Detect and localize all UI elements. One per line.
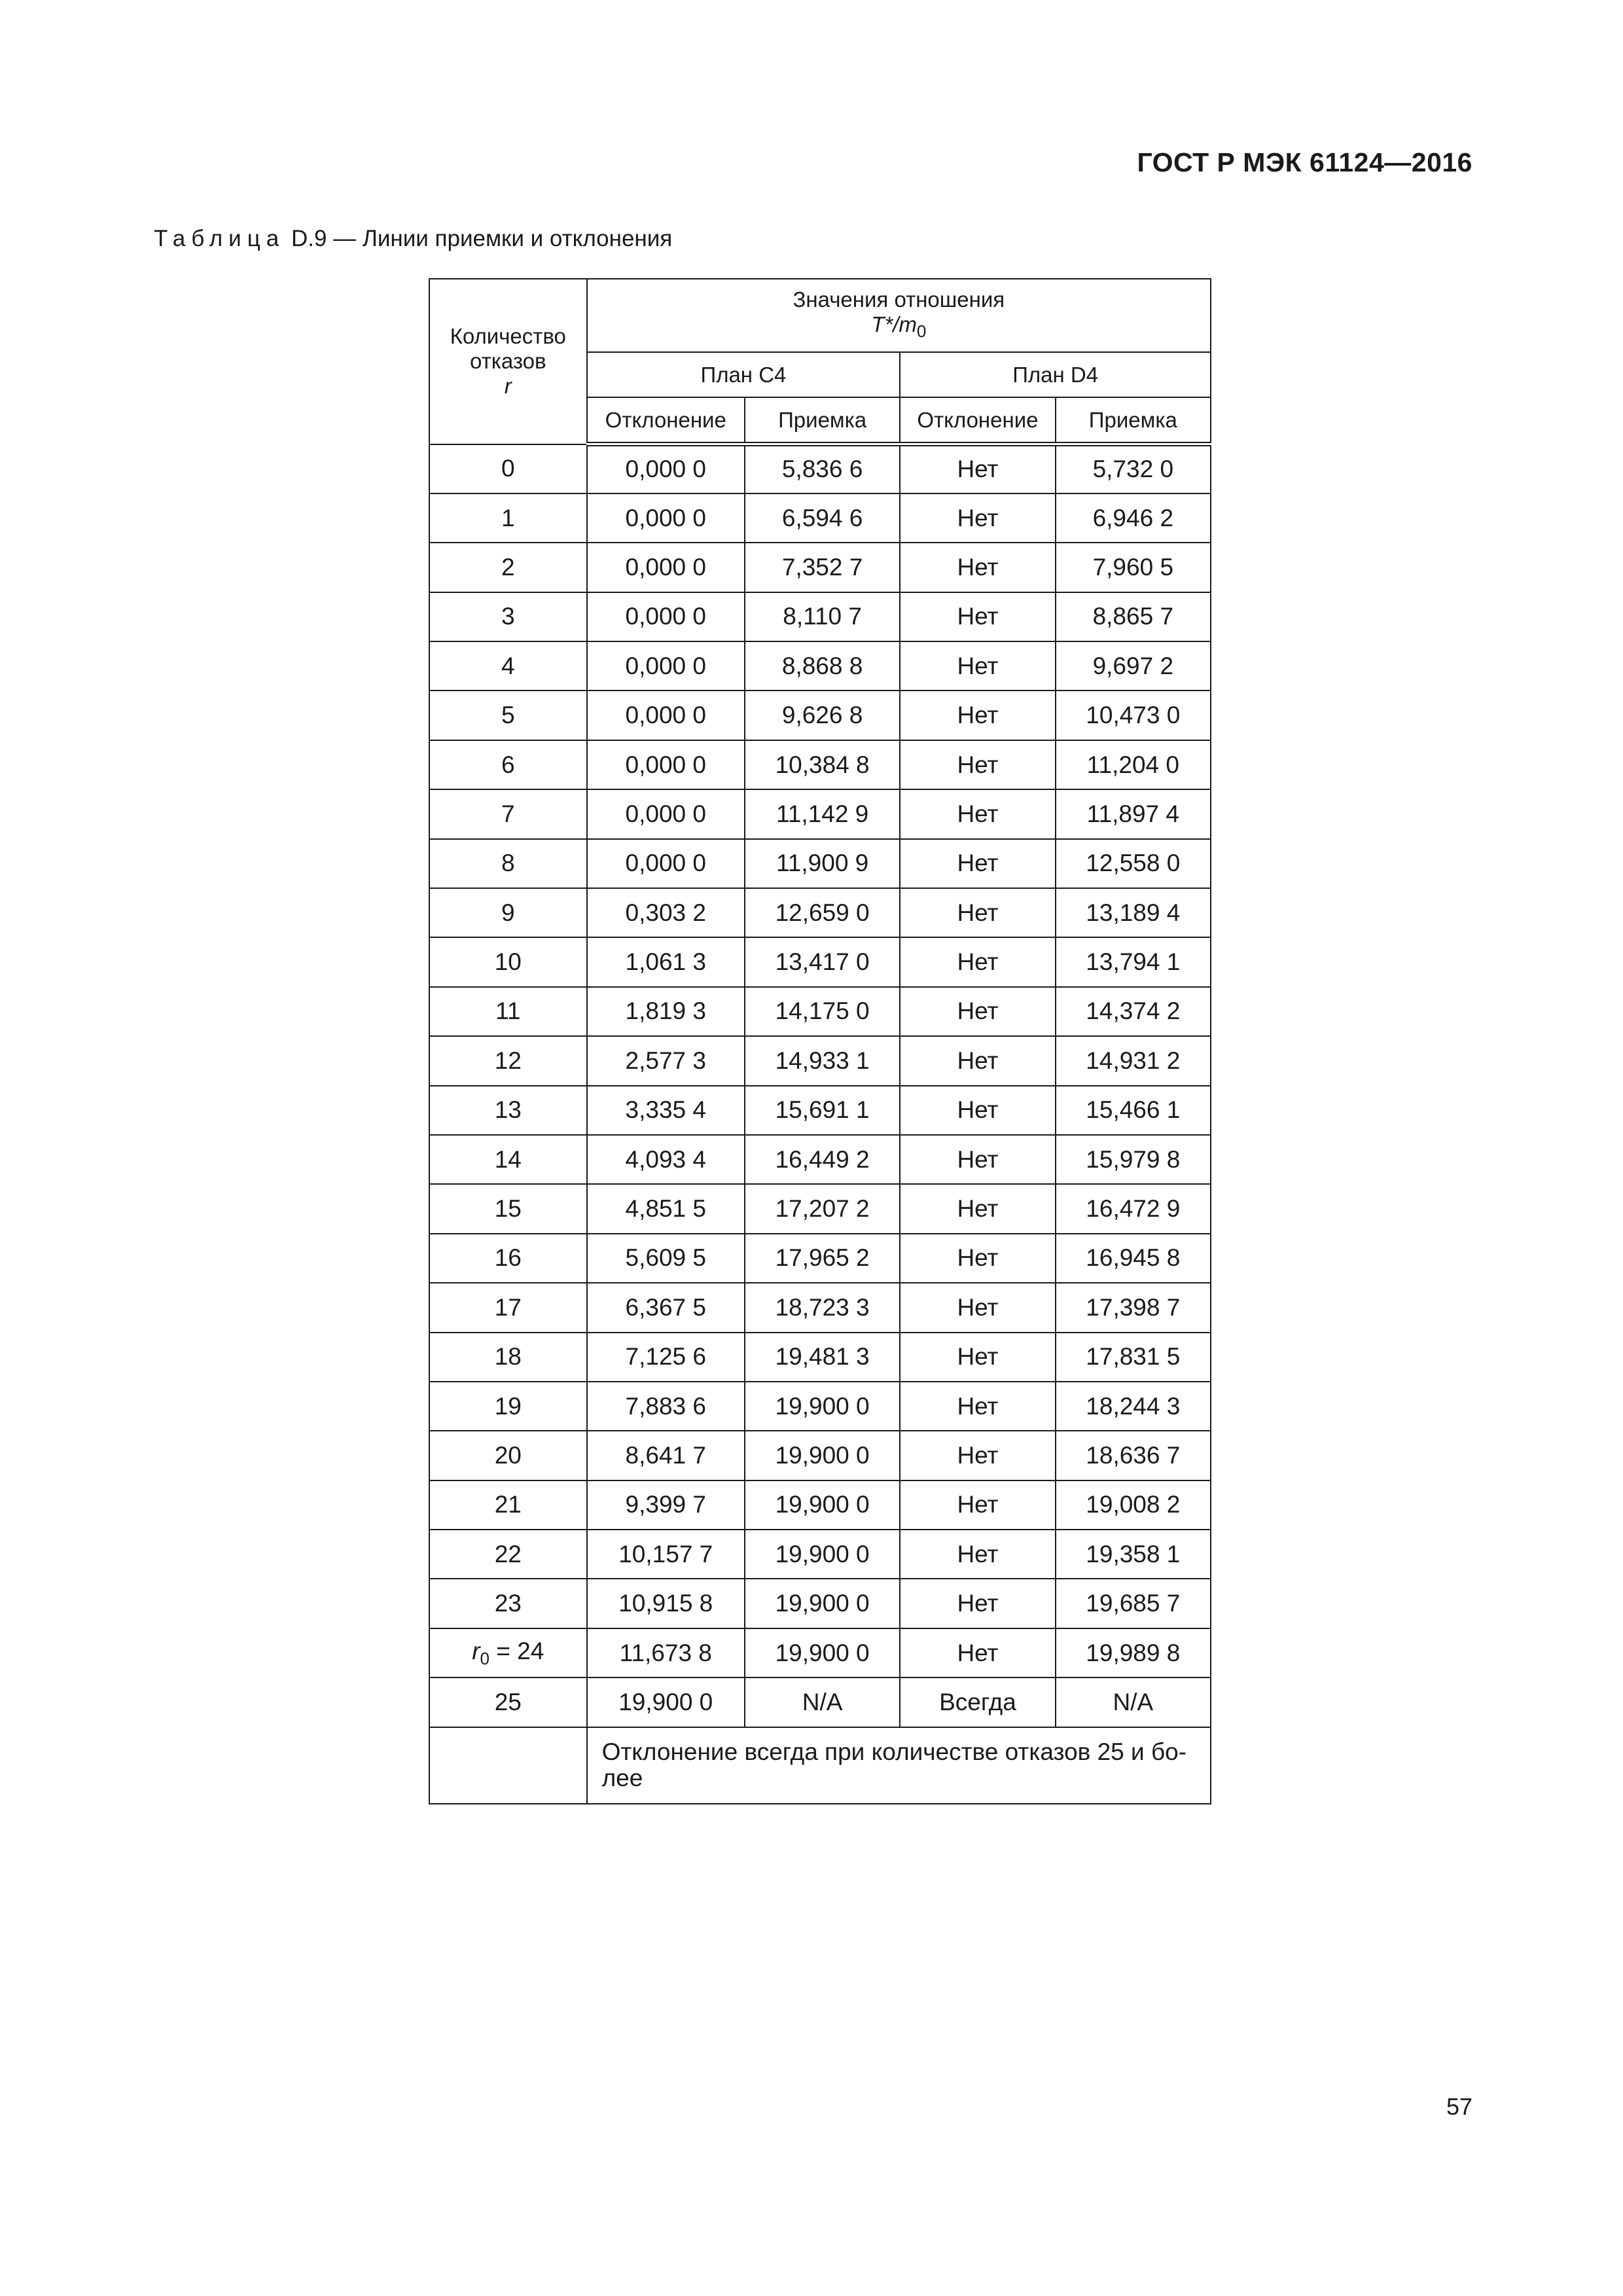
c4-acceptance-cell: 19,900 0 xyxy=(745,1628,900,1677)
d4-rejection-cell: Нет xyxy=(900,1184,1055,1233)
c4-acceptance-cell: 14,175 0 xyxy=(745,987,900,1036)
d4-rejection-cell: Нет xyxy=(900,839,1055,888)
d4-rejection-cell: Нет xyxy=(900,641,1055,691)
c4-rejection-cell: 19,900 0 xyxy=(587,1677,745,1727)
plan-c4-header: План C4 xyxy=(587,352,901,397)
d4-acceptance-cell: 14,931 2 xyxy=(1056,1036,1211,1085)
d4-acceptance-cell: 19,989 8 xyxy=(1056,1628,1211,1677)
table-row xyxy=(429,592,1211,641)
c4-rejection-cell: 10,915 8 xyxy=(587,1579,745,1628)
c4-acceptance-cell: 7,352 7 xyxy=(745,543,900,592)
failure-count-cell: 16 xyxy=(429,1234,587,1283)
c4-acceptance-cell: 19,900 0 xyxy=(745,1530,900,1579)
d4-acceptance-cell: 17,831 5 xyxy=(1056,1333,1211,1382)
c4-acceptance-cell: 15,691 1 xyxy=(745,1086,900,1135)
failure-count-cell: 12 xyxy=(429,1036,587,1085)
c4-acceptance-cell: 8,110 7 xyxy=(745,592,900,641)
d4-rejection-cell: Нет xyxy=(900,1530,1055,1579)
c4-rejection-cell: 10,157 7 xyxy=(587,1530,745,1579)
c4-acceptance-cell: 17,207 2 xyxy=(745,1184,900,1233)
c4-rejection-cell: 4,093 4 xyxy=(587,1135,745,1184)
plan-d4-header: План D4 xyxy=(900,352,1211,397)
d4-acceptance-cell: 19,358 1 xyxy=(1056,1530,1211,1579)
table-body xyxy=(429,444,1211,1804)
c4-rejection-cell: 1,061 3 xyxy=(587,937,745,986)
d4-rejection-cell: Нет xyxy=(900,987,1055,1036)
failure-count-cell xyxy=(429,1628,587,1677)
table-row xyxy=(429,740,1211,789)
d4-acceptance-cell: 17,398 7 xyxy=(1056,1283,1211,1332)
d4-acceptance-cell: 10,473 0 xyxy=(1056,691,1211,740)
d4-rejection-cell: Нет xyxy=(900,1283,1055,1332)
failure-count-header xyxy=(429,279,587,444)
table-row xyxy=(429,1579,1211,1628)
acceptance-rejection-table xyxy=(429,278,1211,1804)
failure-count-cell: 7 xyxy=(429,789,587,838)
d4-acceptance-cell: 19,685 7 xyxy=(1056,1579,1211,1628)
c4-rejection-cell: 1,819 3 xyxy=(587,987,745,1036)
d4-acceptance-cell: 11,204 0 xyxy=(1056,740,1211,789)
table-row xyxy=(429,641,1211,691)
failure-count-cell: 10 xyxy=(429,937,587,986)
failure-count-cell: 19 xyxy=(429,1382,587,1431)
table-row xyxy=(429,1480,1211,1530)
failure-count-cell: 6 xyxy=(429,740,587,789)
c4-acceptance-cell: 19,900 0 xyxy=(745,1579,900,1628)
c4-acceptance-cell: 19,900 0 xyxy=(745,1431,900,1480)
c4-acceptance-cell: 17,965 2 xyxy=(745,1234,900,1283)
failure-count-cell: 14 xyxy=(429,1135,587,1184)
d4-acceptance-cell: N/A xyxy=(1056,1677,1211,1727)
c4-rejection-cell: 0,000 0 xyxy=(587,543,745,592)
c4-rejection-cell: 5,609 5 xyxy=(587,1234,745,1283)
d4-acceptance-cell: 18,636 7 xyxy=(1056,1431,1211,1480)
c4-acceptance-cell: 11,142 9 xyxy=(745,789,900,838)
d4-rejection-cell: Нет xyxy=(900,1234,1055,1283)
table-row xyxy=(429,987,1211,1036)
d4-rejection-cell: Нет xyxy=(900,789,1055,838)
c4-acceptance-cell: 19,481 3 xyxy=(745,1333,900,1382)
c4-acceptance-cell: 14,933 1 xyxy=(745,1036,900,1085)
d4-acceptance-cell: 15,466 1 xyxy=(1056,1086,1211,1135)
table-row xyxy=(429,937,1211,986)
c4-rejection-cell: 0,000 0 xyxy=(587,789,745,838)
ratio-header xyxy=(587,279,1211,352)
c4-rejection-cell: 2,577 3 xyxy=(587,1036,745,1085)
table-row xyxy=(429,1382,1211,1431)
d4-rejection-cell: Нет xyxy=(900,493,1055,543)
table-row xyxy=(429,543,1211,592)
c4-rejection-cell: 3,335 4 xyxy=(587,1086,745,1135)
d4-acceptance-cell: 18,244 3 xyxy=(1056,1382,1211,1431)
table-row xyxy=(429,1530,1211,1579)
d4-rejection-cell: Нет xyxy=(900,1431,1055,1480)
d4-rejection-cell: Нет xyxy=(900,1086,1055,1135)
d4-rejection-cell: Нет xyxy=(900,1579,1055,1628)
d4-acceptance-cell: 8,865 7 xyxy=(1056,592,1211,641)
table-row xyxy=(429,1431,1211,1480)
failure-count-label: Количество отказов xyxy=(450,324,566,374)
c4-rejection-cell: 0,000 0 xyxy=(587,641,745,691)
failure-count-cell: 21 xyxy=(429,1480,587,1530)
d4-rejection-cell: Нет xyxy=(900,444,1055,493)
failure-count-cell: 2 xyxy=(429,543,587,592)
table-row xyxy=(429,839,1211,888)
c4-acceptance-cell: N/A xyxy=(745,1677,900,1727)
d4-rejection-cell: Нет xyxy=(900,1135,1055,1184)
d4-acceptance-cell: 11,897 4 xyxy=(1056,789,1211,838)
ratio-formula-sub: 0 xyxy=(916,321,927,341)
table-row xyxy=(429,444,1211,493)
failure-count-cell: 15 xyxy=(429,1184,587,1233)
failure-count-cell: 23 xyxy=(429,1579,587,1628)
table-row xyxy=(429,1086,1211,1135)
note-empty-cell xyxy=(429,1727,587,1804)
failure-count-variable: r xyxy=(504,374,512,399)
failure-count-cell: 1 xyxy=(429,493,587,543)
c4-rejection-cell: 0,000 0 xyxy=(587,493,745,543)
failure-count-cell: 0 xyxy=(429,444,587,493)
ratio-formula xyxy=(588,312,1210,344)
c4-acceptance-cell: 18,723 3 xyxy=(745,1283,900,1332)
d4-acceptance-header: Приемка xyxy=(1056,397,1211,444)
d4-rejection-header: Отклонение xyxy=(900,397,1055,444)
c4-acceptance-cell: 12,659 0 xyxy=(745,888,900,937)
d4-rejection-cell: Нет xyxy=(900,937,1055,986)
c4-acceptance-cell: 19,900 0 xyxy=(745,1382,900,1431)
table-row xyxy=(429,1234,1211,1283)
page-number: 57 xyxy=(1446,2093,1472,2120)
note-cell: Отклонение всегда при количестве отказов 25 и бо-лее xyxy=(587,1727,1211,1804)
d4-acceptance-cell: 16,945 8 xyxy=(1056,1234,1211,1283)
c4-acceptance-cell: 6,594 6 xyxy=(745,493,900,543)
table-row xyxy=(429,1677,1211,1727)
d4-rejection-cell: Нет xyxy=(900,691,1055,740)
d4-rejection-cell: Нет xyxy=(900,740,1055,789)
c4-rejection-cell: 7,125 6 xyxy=(587,1333,745,1382)
d4-acceptance-cell: 6,946 2 xyxy=(1056,493,1211,543)
document-code: ГОСТ Р МЭК 61124—2016 xyxy=(1137,147,1472,177)
d4-rejection-cell: Нет xyxy=(900,1333,1055,1382)
d4-acceptance-cell: 15,979 8 xyxy=(1056,1135,1211,1184)
c4-acceptance-header: Приемка xyxy=(745,397,900,444)
d4-acceptance-cell: 14,374 2 xyxy=(1056,987,1211,1036)
table-row xyxy=(429,1184,1211,1233)
d4-rejection-cell: Нет xyxy=(900,1036,1055,1085)
d4-acceptance-cell: 7,960 5 xyxy=(1056,543,1211,592)
c4-rejection-cell: 4,851 5 xyxy=(587,1184,745,1233)
c4-rejection-cell: 0,000 0 xyxy=(587,839,745,888)
d4-acceptance-cell: 19,008 2 xyxy=(1056,1480,1211,1530)
c4-rejection-header: Отклонение xyxy=(587,397,745,444)
table-row xyxy=(429,1135,1211,1184)
failure-count-cell: 17 xyxy=(429,1283,587,1332)
d4-acceptance-cell: 13,189 4 xyxy=(1056,888,1211,937)
d4-rejection-cell: Нет xyxy=(900,543,1055,592)
note-row xyxy=(429,1727,1211,1804)
d4-rejection-cell: Нет xyxy=(900,592,1055,641)
failure-count-cell: 8 xyxy=(429,839,587,888)
c4-rejection-cell: 0,303 2 xyxy=(587,888,745,937)
table-caption-prefix: Таблица xyxy=(154,226,285,251)
failure-count-cell: 13 xyxy=(429,1086,587,1135)
table-row xyxy=(429,691,1211,740)
table-row xyxy=(429,1333,1211,1382)
d4-acceptance-cell: 5,732 0 xyxy=(1056,444,1211,493)
table-row xyxy=(429,789,1211,838)
c4-rejection-cell: 0,000 0 xyxy=(587,444,745,493)
c4-rejection-cell: 8,641 7 xyxy=(587,1431,745,1480)
c4-rejection-cell: 0,000 0 xyxy=(587,740,745,789)
d4-acceptance-cell: 9,697 2 xyxy=(1056,641,1211,691)
failure-count-cell: 4 xyxy=(429,641,587,691)
c4-acceptance-cell: 13,417 0 xyxy=(745,937,900,986)
table-row xyxy=(429,888,1211,937)
c4-acceptance-cell: 16,449 2 xyxy=(745,1135,900,1184)
d4-rejection-cell: Всегда xyxy=(900,1677,1055,1727)
failure-count-cell: 18 xyxy=(429,1333,587,1382)
d4-acceptance-cell: 13,794 1 xyxy=(1056,937,1211,986)
d4-rejection-cell: Нет xyxy=(900,1382,1055,1431)
ratio-label: Значения отношения xyxy=(793,287,1005,312)
table-row xyxy=(429,493,1211,543)
d4-rejection-cell: Нет xyxy=(900,1628,1055,1677)
c4-rejection-cell: 9,399 7 xyxy=(587,1480,745,1530)
failure-count-value: = 24 xyxy=(490,1637,544,1664)
table-row xyxy=(429,1283,1211,1332)
failure-count-cell: 22 xyxy=(429,1530,587,1579)
c4-acceptance-cell: 10,384 8 xyxy=(745,740,900,789)
failure-count-cell: 20 xyxy=(429,1431,587,1480)
c4-rejection-cell: 7,883 6 xyxy=(587,1382,745,1431)
d4-rejection-cell: Нет xyxy=(900,888,1055,937)
c4-acceptance-cell: 8,868 8 xyxy=(745,641,900,691)
c4-acceptance-cell: 11,900 9 xyxy=(745,839,900,888)
c4-acceptance-cell: 9,626 8 xyxy=(745,691,900,740)
failure-count-cell: 9 xyxy=(429,888,587,937)
d4-acceptance-cell: 12,558 0 xyxy=(1056,839,1211,888)
table-caption xyxy=(154,226,672,252)
failure-count-cell: 3 xyxy=(429,592,587,641)
c4-rejection-cell: 11,673 8 xyxy=(587,1628,745,1677)
failure-count-cell: 5 xyxy=(429,691,587,740)
failure-count-cell: 25 xyxy=(429,1677,587,1727)
failure-count-subscript: 0 xyxy=(480,1648,490,1668)
c4-acceptance-cell: 5,836 6 xyxy=(745,444,900,493)
ratio-formula-main: T*/m xyxy=(871,312,917,336)
c4-acceptance-cell: 19,900 0 xyxy=(745,1480,900,1530)
c4-rejection-cell: 0,000 0 xyxy=(587,691,745,740)
failure-count-cell: 11 xyxy=(429,987,587,1036)
c4-rejection-cell: 0,000 0 xyxy=(587,592,745,641)
c4-rejection-cell: 6,367 5 xyxy=(587,1283,745,1332)
d4-acceptance-cell: 16,472 9 xyxy=(1056,1184,1211,1233)
table-row xyxy=(429,1036,1211,1085)
table-row xyxy=(429,1628,1211,1677)
d4-rejection-cell: Нет xyxy=(900,1480,1055,1530)
table-caption-title: D.9 — Линии приемки и отклонения xyxy=(291,226,673,251)
failure-count-variable: r xyxy=(472,1637,480,1664)
